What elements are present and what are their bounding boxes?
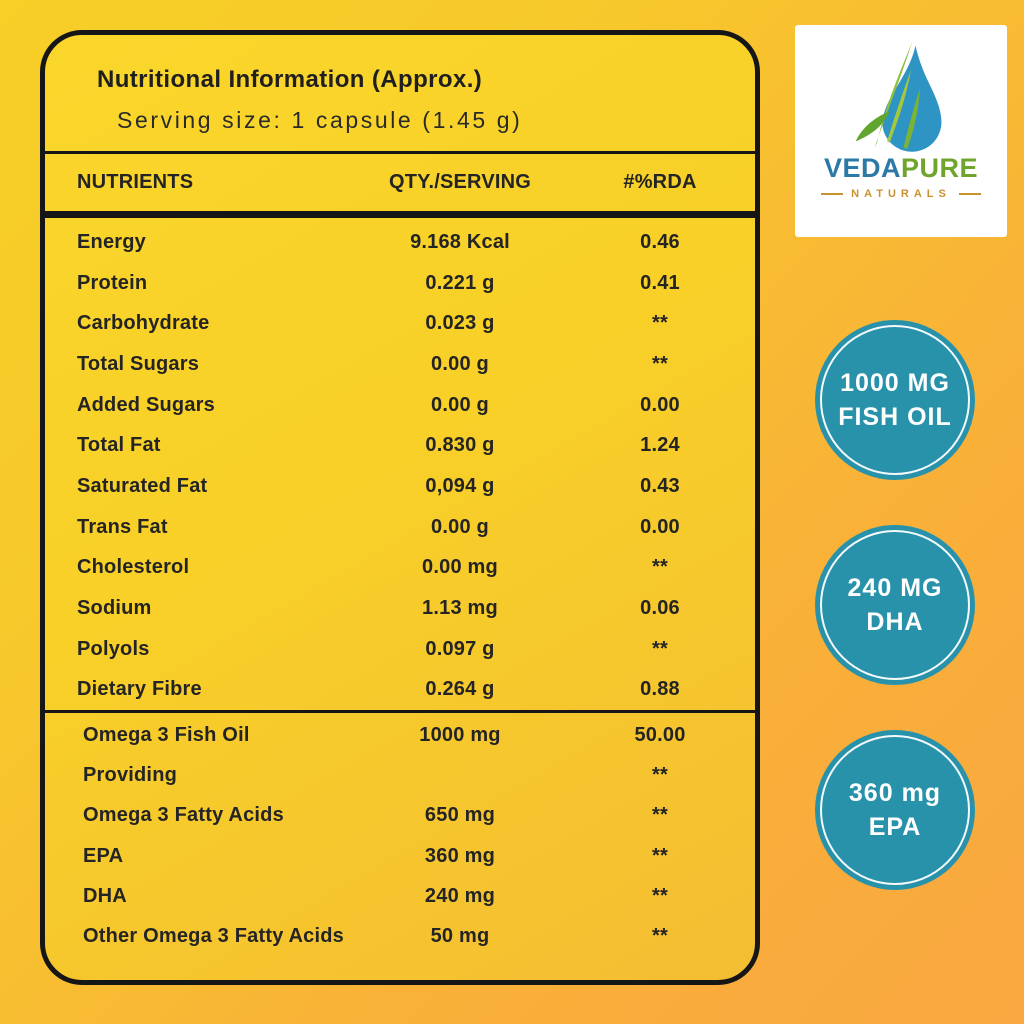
nutrient-qty: 0.00 g: [431, 515, 489, 538]
badge-dha: [815, 525, 975, 685]
nutrient-qty: 0.023 g: [425, 312, 495, 335]
badge-line1: 360 mg: [848, 779, 942, 807]
table-row: [45, 836, 755, 876]
nutrient-rda: **: [652, 804, 668, 827]
brand-name: [824, 155, 978, 182]
table-row: [45, 588, 755, 629]
table-row: [45, 796, 755, 836]
table-header-row: [45, 154, 755, 211]
dash-line: [821, 193, 843, 195]
nutrient-name: Protein: [77, 271, 148, 294]
nutrient-name: Other Omega 3 Fatty Acids: [83, 925, 344, 948]
badge-fish-oil: [815, 320, 975, 480]
card-title: Nutritional Information (Approx.): [97, 66, 483, 93]
water-drop-leaves-icon: [838, 39, 964, 153]
nutrient-name: Added Sugars: [77, 393, 215, 416]
nutrient-rda: **: [652, 925, 668, 948]
table-row: [45, 715, 755, 755]
table-row: [45, 222, 755, 263]
nutrient-rda: 50.00: [634, 723, 686, 746]
badge-epa: [815, 730, 975, 890]
table-row: [45, 303, 755, 344]
serving-size-text: Serving size: 1 capsule (1.45 g): [117, 107, 523, 133]
nutrient-name: Dietary Fibre: [77, 678, 202, 701]
divider-thick: [45, 211, 755, 218]
nutrient-rda: **: [652, 556, 668, 579]
nutrient-rda: 0.06: [640, 597, 680, 620]
nutrient-rda: 0.46: [640, 230, 680, 253]
table-row: [45, 670, 755, 711]
table-row: [45, 263, 755, 304]
badge-line1: 240 MG: [847, 574, 943, 602]
brand-subtitle-row: [821, 188, 981, 200]
table-row: [45, 425, 755, 466]
card-header: [45, 35, 755, 135]
table-row: [45, 917, 755, 957]
badge-line2: FISH OIL: [838, 403, 952, 431]
brand-logo: [795, 25, 1007, 237]
nutrient-name: Total Sugars: [77, 352, 200, 375]
nutrient-rda: **: [652, 312, 668, 335]
table-row: [45, 876, 755, 916]
nutrient-rda: 0.88: [640, 678, 680, 701]
badge-line2: DHA: [866, 608, 924, 636]
dash-line: [959, 193, 981, 195]
nutrient-qty: 50 mg: [430, 925, 490, 948]
nutrition-label-card: [40, 30, 760, 985]
nutrient-name: Carbohydrate: [77, 312, 210, 335]
omega-table-body: [45, 713, 755, 957]
col-header-nutrients: NUTRIENTS: [77, 171, 194, 193]
nutrient-qty: 0.00 g: [431, 352, 489, 375]
nutrient-qty: 0,094 g: [425, 474, 495, 497]
table-row: [45, 629, 755, 670]
nutrient-rda: **: [652, 637, 668, 660]
brand-subtitle: NATURALS: [851, 188, 951, 200]
table-row: [45, 385, 755, 426]
table-row: [45, 756, 755, 796]
nutrient-qty: 0.097 g: [425, 637, 495, 660]
nutrient-rda: **: [652, 844, 668, 867]
badge-line1: 1000 MG: [840, 369, 950, 397]
nutrient-qty: 9.168 Kcal: [410, 230, 510, 253]
nutrient-name: Saturated Fat: [77, 474, 208, 497]
nutrient-name: EPA: [83, 844, 124, 867]
nutrient-qty: 1.13 mg: [422, 597, 498, 620]
col-header-rda: #%RDA: [623, 171, 697, 193]
nutrients-table-body: [45, 218, 755, 710]
nutrient-qty: 0.00 g: [431, 393, 489, 416]
nutrient-rda: 0.43: [640, 474, 680, 497]
nutrient-name: DHA: [83, 885, 127, 908]
nutrient-name: Trans Fat: [77, 515, 168, 538]
nutrient-name: Sodium: [77, 597, 152, 620]
nutrient-name: Polyols: [77, 637, 150, 660]
nutrient-qty: 0.830 g: [425, 434, 495, 457]
badge-line2: EPA: [868, 813, 922, 841]
nutrient-name: Providing: [83, 764, 178, 787]
nutrient-name: Cholesterol: [77, 556, 190, 579]
nutrient-name: Omega 3 Fish Oil: [83, 723, 250, 746]
nutrient-qty: 240 mg: [424, 885, 496, 908]
nutrient-rda: 1.24: [640, 434, 680, 457]
nutrient-qty: 650 mg: [424, 804, 496, 827]
nutrient-qty: 360 mg: [424, 844, 496, 867]
nutrient-rda: 0.00: [640, 393, 680, 416]
table-row: [45, 344, 755, 385]
nutrient-rda: **: [652, 352, 668, 375]
nutrient-qty: 0.221 g: [425, 271, 495, 294]
table-row: [45, 466, 755, 507]
brand-name-veda: VEDA: [823, 153, 901, 183]
table-row: [45, 548, 755, 589]
nutrient-name: Omega 3 Fatty Acids: [83, 804, 284, 827]
col-header-qty: QTY./SERVING: [388, 171, 532, 193]
nutrient-rda: 0.00: [640, 515, 680, 538]
nutrient-name: Energy: [77, 230, 147, 253]
nutrient-name: Total Fat: [77, 434, 161, 457]
table-row: [45, 507, 755, 548]
nutrient-rda: 0.41: [640, 271, 680, 294]
nutrient-rda: **: [652, 885, 668, 908]
nutrient-qty: 0.00 mg: [422, 556, 498, 579]
brand-name-pure: PURE: [901, 153, 979, 183]
nutrient-rda: **: [652, 764, 668, 787]
nutrient-qty: 0.264 g: [425, 678, 495, 701]
nutrient-qty: 1000 mg: [419, 723, 501, 746]
